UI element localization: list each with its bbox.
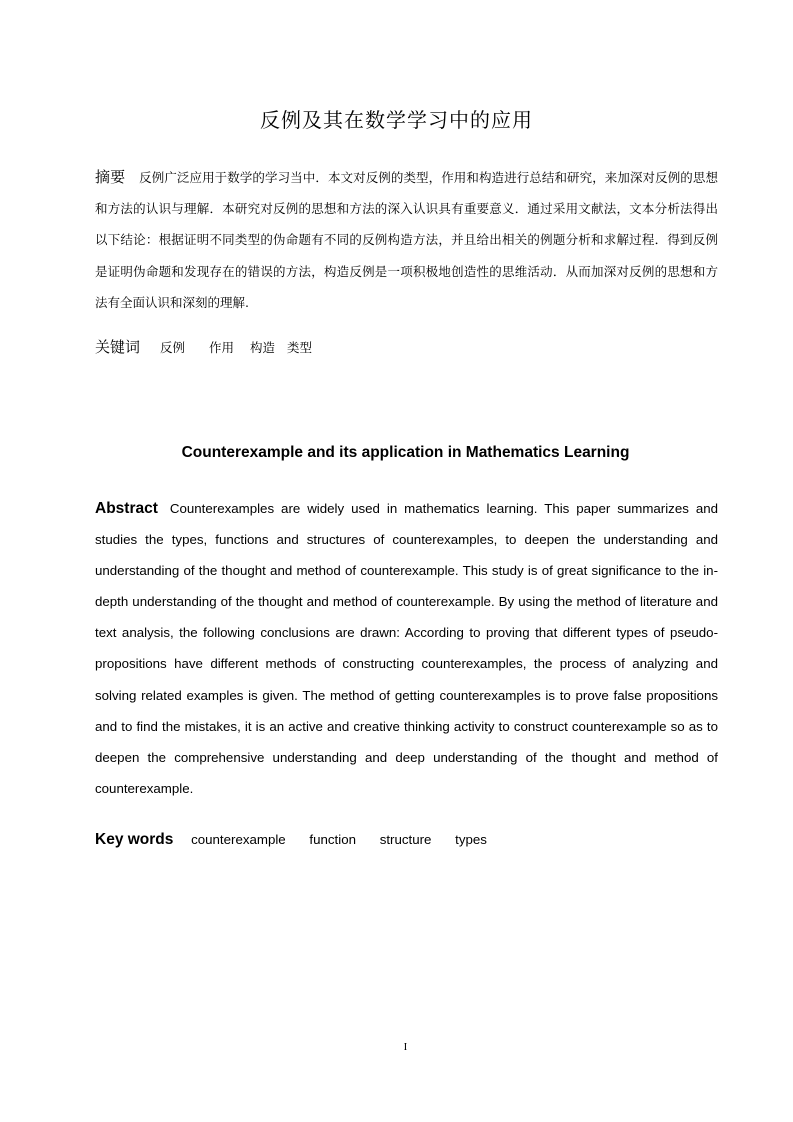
english-keyword: counterexample	[191, 832, 286, 847]
english-keyword: types	[455, 832, 487, 847]
chinese-title: 反例及其在数学学习中的应用	[260, 108, 533, 132]
chinese-abstract	[95, 162, 718, 318]
page-number: I	[403, 1041, 408, 1053]
chinese-keyword: 作用	[209, 340, 235, 355]
chinese-keyword: 反例	[160, 340, 186, 355]
english-title: Counterexample and its application in Mathematics Learning	[181, 444, 630, 461]
english-abstract	[95, 493, 718, 804]
chinese-keyword: 类型	[287, 340, 313, 355]
chinese-keywords-label: 关键词	[95, 338, 141, 356]
english-keywords-label: Key words	[95, 831, 174, 848]
english-abstract-text: Counterexamples are widely used in mathematics learning. This paper summarizes and studies the types, functions and structures of counterexamples, to deepen the understanding and understanding of the thought and method of counterexample. This study is of great significance to the in-depth understanding of the thought and method of counterexample. By using the method of literature and text analysis, the following conclusions are drawn: According to proving that different types of pseudo-propositions have different methods of constructing counterexamples, the process of analyzing and solving related examples is given. The method of getting counterexamples is to prove false propositions and to find the mistakes, it is an active and creative thinking activity to construct counterexample so as to deepen the comprehensive understanding and deep understanding of the thought and method of counterexample.	[95, 501, 718, 796]
english-keyword: function	[309, 832, 356, 847]
chinese-abstract-text: 反例广泛应用于数学的学习当中．本文对反例的类型，作用和构造进行总结和研究，来加深对反例的思想和方法的认识与理解．本研究对反例的思想和方法的深入认识具有重要意义．通过采用文献法，文本分析法得出以下结论：根据证明不同类型的伪命题有不同的反例构造方法，并且给出相关的例题分析和求解过程．得到反例是证明伪命题和发现存在的错误的方法，构造反例是一项积极地创造性的思维活动．从而加深对反例的思想和方法有全面认识和深刻的理解.	[95, 170, 718, 310]
chinese-abstract-label: 摘要	[95, 168, 126, 186]
english-abstract-label: Abstract	[95, 500, 158, 517]
chinese-keywords	[95, 336, 718, 359]
english-keywords	[95, 828, 718, 852]
english-keyword: structure	[379, 832, 432, 847]
chinese-keyword: 构造	[250, 340, 276, 355]
